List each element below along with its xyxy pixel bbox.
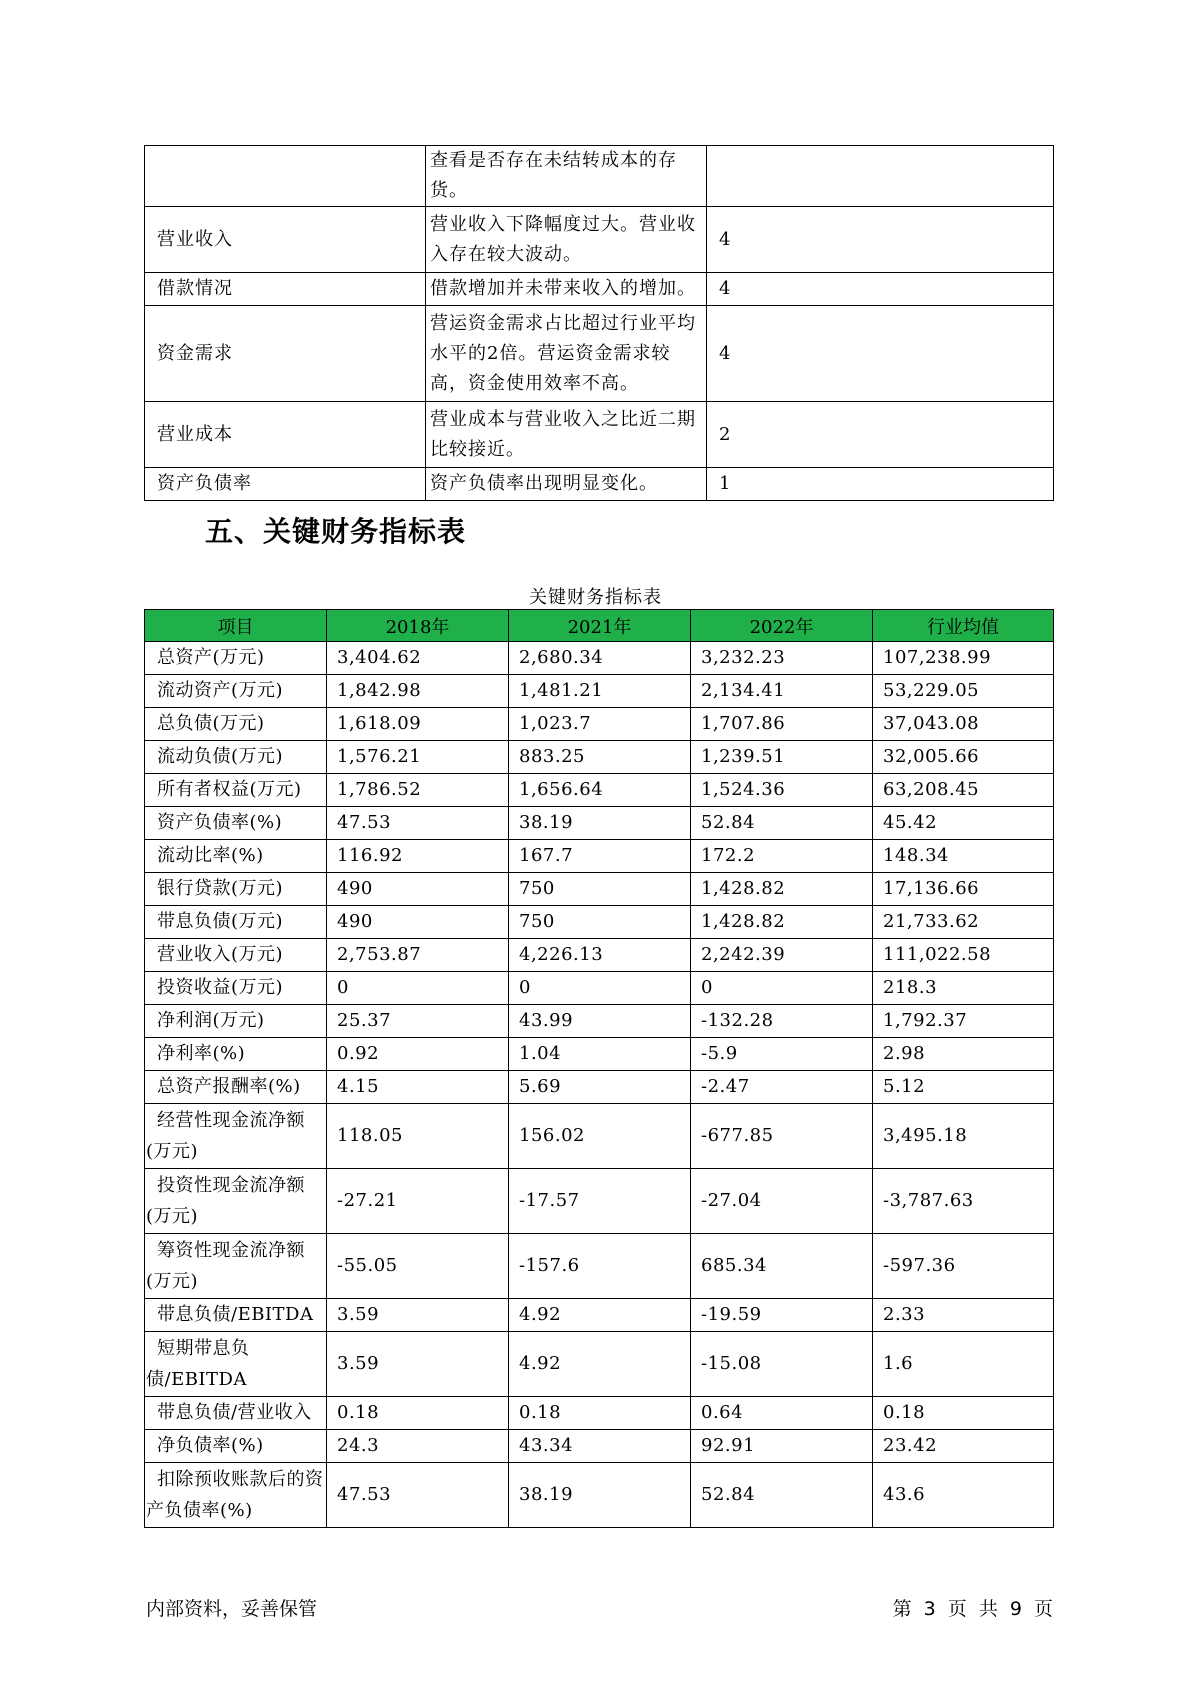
risk-score: [707, 146, 1054, 207]
kpi-value-2018: 4.15: [327, 1071, 509, 1104]
kpi-label: 投资收益(万元): [145, 972, 327, 1005]
kpi-label: 流动比率(%): [145, 840, 327, 873]
kpi-label: 资产负债率(%): [145, 807, 327, 840]
kpi-row: [145, 807, 1054, 840]
kpi-value-industry: 1,792.37: [873, 1005, 1054, 1038]
kpi-value-industry: 45.42: [873, 807, 1054, 840]
kpi-value-2021: 4,226.13: [509, 939, 691, 972]
footer-page-number: 第 3 页 共 9 页: [892, 1598, 1053, 1620]
kpi-value-2021: 43.34: [509, 1430, 691, 1463]
kpi-row: [145, 906, 1054, 939]
kpi-row: [145, 873, 1054, 906]
risk-row: [145, 402, 1054, 468]
kpi-label: 总资产报酬率(%): [145, 1071, 327, 1104]
risk-desc: 查看是否存在未结转成本的存货。: [426, 146, 707, 207]
kpi-value-2021: -17.57: [509, 1169, 691, 1234]
kpi-value-2018: 116.92: [327, 840, 509, 873]
kpi-row: [145, 1005, 1054, 1038]
kpi-value-industry: 148.34: [873, 840, 1054, 873]
kpi-value-2018: 1,576.21: [327, 741, 509, 774]
kpi-value-2018: 2,753.87: [327, 939, 509, 972]
kpi-value-2022: 52.84: [691, 807, 873, 840]
kpi-label: 扣除预收账款后的资产负债率(%): [145, 1463, 327, 1528]
risk-desc: 营运资金需求占比超过行业平均水平的2倍。营运资金需求较高，资金使用效率不高。: [426, 306, 707, 402]
risk-row: [145, 146, 1054, 207]
kpi-row: [145, 1169, 1054, 1234]
kpi-value-2022: 0.64: [691, 1397, 873, 1430]
kpi-value-industry: 218.3: [873, 972, 1054, 1005]
kpi-value-2018: 1,842.98: [327, 675, 509, 708]
kpi-value-industry: -3,787.63: [873, 1169, 1054, 1234]
kpi-value-2021: 43.99: [509, 1005, 691, 1038]
kpi-value-industry: 21,733.62: [873, 906, 1054, 939]
kpi-value-2022: 2,242.39: [691, 939, 873, 972]
table-caption: 关键财务指标表: [529, 587, 662, 608]
kpi-value-2018: 3.59: [327, 1299, 509, 1332]
kpi-value-2021: 38.19: [509, 807, 691, 840]
kpi-value-2022: -132.28: [691, 1005, 873, 1038]
risk-item: 资产负债率: [145, 468, 426, 501]
header-item: 项目: [145, 610, 327, 642]
kpi-value-2021: 1,656.64: [509, 774, 691, 807]
kpi-value-2022: 52.84: [691, 1463, 873, 1528]
kpi-row: [145, 741, 1054, 774]
kpi-header-row: [145, 610, 1054, 642]
kpi-value-2022: 1,524.36: [691, 774, 873, 807]
kpi-table: [144, 609, 1054, 1528]
kpi-label: 带息负债(万元): [145, 906, 327, 939]
kpi-value-2018: 47.53: [327, 807, 509, 840]
header-industry: 行业均值: [873, 610, 1054, 642]
kpi-value-2022: -2.47: [691, 1071, 873, 1104]
kpi-value-2018: 25.37: [327, 1005, 509, 1038]
kpi-label: 带息负债/EBITDA: [145, 1299, 327, 1332]
risk-score: 4: [707, 207, 1054, 273]
kpi-value-2018: 0.18: [327, 1397, 509, 1430]
kpi-value-2021: 1,023.7: [509, 708, 691, 741]
risk-row: [145, 306, 1054, 402]
kpi-value-2021: 167.7: [509, 840, 691, 873]
kpi-value-industry: 0.18: [873, 1397, 1054, 1430]
risk-desc: 营业收入下降幅度过大。营业收入存在较大波动。: [426, 207, 707, 273]
kpi-row: [145, 1038, 1054, 1071]
kpi-value-2021: 0.18: [509, 1397, 691, 1430]
kpi-value-2021: 1,481.21: [509, 675, 691, 708]
kpi-value-2021: 4.92: [509, 1332, 691, 1397]
kpi-value-2021: 883.25: [509, 741, 691, 774]
kpi-value-2018: 490: [327, 873, 509, 906]
header-2022: 2022年: [691, 610, 873, 642]
header-2018: 2018年: [327, 610, 509, 642]
kpi-value-2018: -27.21: [327, 1169, 509, 1234]
kpi-label: 筹资性现金流净额(万元): [145, 1234, 327, 1299]
kpi-row: [145, 840, 1054, 873]
kpi-value-2021: 156.02: [509, 1104, 691, 1169]
kpi-value-2018: 490: [327, 906, 509, 939]
risk-desc: 借款增加并未带来收入的增加。: [426, 273, 707, 306]
kpi-value-2022: 1,428.82: [691, 906, 873, 939]
kpi-value-2018: 0: [327, 972, 509, 1005]
risk-item: 营业成本: [145, 402, 426, 468]
kpi-value-2018: 24.3: [327, 1430, 509, 1463]
kpi-value-2022: 1,239.51: [691, 741, 873, 774]
kpi-label: 总负债(万元): [145, 708, 327, 741]
kpi-value-2021: 750: [509, 906, 691, 939]
kpi-value-industry: 1.6: [873, 1332, 1054, 1397]
kpi-label: 净负债率(%): [145, 1430, 327, 1463]
kpi-value-2022: 0: [691, 972, 873, 1005]
kpi-value-2022: -27.04: [691, 1169, 873, 1234]
kpi-row: [145, 675, 1054, 708]
kpi-row: [145, 1332, 1054, 1397]
risk-score: 4: [707, 273, 1054, 306]
kpi-value-2022: 3,232.23: [691, 642, 873, 675]
kpi-label: 银行贷款(万元): [145, 873, 327, 906]
risk-item: [145, 146, 426, 207]
kpi-value-industry: 23.42: [873, 1430, 1054, 1463]
risk-item: 资金需求: [145, 306, 426, 402]
kpi-value-industry: 37,043.08: [873, 708, 1054, 741]
kpi-value-2021: 750: [509, 873, 691, 906]
kpi-label: 短期带息负债/EBITDA: [145, 1332, 327, 1397]
kpi-value-2018: 3.59: [327, 1332, 509, 1397]
risk-score: 2: [707, 402, 1054, 468]
kpi-value-2022: -15.08: [691, 1332, 873, 1397]
kpi-value-industry: -597.36: [873, 1234, 1054, 1299]
kpi-value-2022: 172.2: [691, 840, 873, 873]
kpi-label: 营业收入(万元): [145, 939, 327, 972]
kpi-value-2021: 0: [509, 972, 691, 1005]
footer-confidential: 内部资料，妥善保管: [146, 1598, 318, 1620]
kpi-value-industry: 43.6: [873, 1463, 1054, 1528]
kpi-value-2022: -677.85: [691, 1104, 873, 1169]
kpi-value-2018: -55.05: [327, 1234, 509, 1299]
kpi-label: 流动负债(万元): [145, 741, 327, 774]
kpi-row: [145, 1397, 1054, 1430]
kpi-value-industry: 17,136.66: [873, 873, 1054, 906]
kpi-row: [145, 939, 1054, 972]
kpi-row: [145, 1071, 1054, 1104]
kpi-value-industry: 32,005.66: [873, 741, 1054, 774]
kpi-row: [145, 1104, 1054, 1169]
kpi-value-2021: -157.6: [509, 1234, 691, 1299]
kpi-value-industry: 2.33: [873, 1299, 1054, 1332]
risk-item: 营业收入: [145, 207, 426, 273]
risk-desc: 资产负债率出现明显变化。: [426, 468, 707, 501]
kpi-value-2021: 1.04: [509, 1038, 691, 1071]
kpi-value-industry: 53,229.05: [873, 675, 1054, 708]
kpi-value-2021: 4.92: [509, 1299, 691, 1332]
kpi-row: [145, 1430, 1054, 1463]
kpi-value-2022: 685.34: [691, 1234, 873, 1299]
kpi-label: 所有者权益(万元): [145, 774, 327, 807]
kpi-row: [145, 972, 1054, 1005]
kpi-label: 带息负债/营业收入: [145, 1397, 327, 1430]
kpi-value-industry: 107,238.99: [873, 642, 1054, 675]
kpi-label: 净利率(%): [145, 1038, 327, 1071]
kpi-row: [145, 1234, 1054, 1299]
kpi-row: [145, 774, 1054, 807]
kpi-value-2021: 38.19: [509, 1463, 691, 1528]
kpi-label: 净利润(万元): [145, 1005, 327, 1038]
kpi-value-2022: 1,428.82: [691, 873, 873, 906]
kpi-value-2021: 2,680.34: [509, 642, 691, 675]
kpi-value-2018: 47.53: [327, 1463, 509, 1528]
kpi-value-2022: -19.59: [691, 1299, 873, 1332]
kpi-value-2018: 118.05: [327, 1104, 509, 1169]
kpi-value-2018: 0.92: [327, 1038, 509, 1071]
risk-score: 4: [707, 306, 1054, 402]
kpi-value-2022: -5.9: [691, 1038, 873, 1071]
risk-desc: 营业成本与营业收入之比近二期比较接近。: [426, 402, 707, 468]
kpi-value-2022: 2,134.41: [691, 675, 873, 708]
kpi-value-industry: 63,208.45: [873, 774, 1054, 807]
kpi-row: [145, 1299, 1054, 1332]
kpi-row: [145, 708, 1054, 741]
kpi-value-2021: 5.69: [509, 1071, 691, 1104]
kpi-value-industry: 111,022.58: [873, 939, 1054, 972]
kpi-label: 流动资产(万元): [145, 675, 327, 708]
risk-item: 借款情况: [145, 273, 426, 306]
kpi-label: 经营性现金流净额(万元): [145, 1104, 327, 1169]
kpi-value-industry: 2.98: [873, 1038, 1054, 1071]
kpi-label: 投资性现金流净额(万元): [145, 1169, 327, 1234]
risk-score: 1: [707, 468, 1054, 501]
kpi-value-industry: 3,495.18: [873, 1104, 1054, 1169]
section-heading: 五、关键财务指标表: [205, 515, 467, 548]
risk-row: [145, 207, 1054, 273]
kpi-value-2018: 1,786.52: [327, 774, 509, 807]
kpi-value-industry: 5.12: [873, 1071, 1054, 1104]
kpi-row: [145, 642, 1054, 675]
kpi-row: [145, 1463, 1054, 1528]
kpi-value-2022: 92.91: [691, 1430, 873, 1463]
risk-table: [144, 145, 1054, 501]
kpi-value-2018: 1,618.09: [327, 708, 509, 741]
kpi-value-2018: 3,404.62: [327, 642, 509, 675]
kpi-value-2022: 1,707.86: [691, 708, 873, 741]
risk-row: [145, 468, 1054, 501]
kpi-label: 总资产(万元): [145, 642, 327, 675]
risk-row: [145, 273, 1054, 306]
kpi-body: [145, 642, 1054, 1528]
header-2021: 2021年: [509, 610, 691, 642]
